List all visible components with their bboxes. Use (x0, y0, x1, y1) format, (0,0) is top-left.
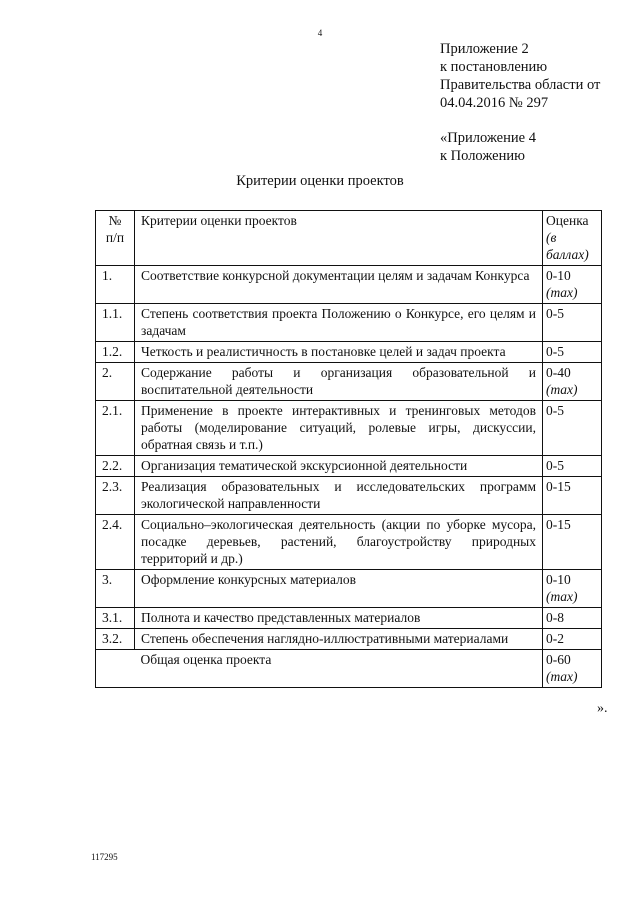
page-number: 4 (317, 28, 323, 38)
score-note: (max) (546, 589, 578, 604)
closing-quote: ». (597, 701, 608, 716)
appendix-line: «Приложение 4 (440, 130, 536, 146)
row-criteria: Применение в проекте интерактивных и тренинговых методов работы (моделирование ситуаций, ролевые игры, дискуссии, обратная связь и т.п.) (135, 401, 543, 456)
row-score (543, 363, 602, 401)
appendix-line: Правительства области от (440, 77, 601, 93)
row-number: 3.2. (96, 629, 135, 650)
header-criteria: Критерии оценки проектов (135, 211, 543, 266)
row-number: 2.2. (96, 456, 135, 477)
table-row (96, 608, 602, 629)
score-range: 0-15 (546, 479, 571, 494)
score-note: (max) (546, 285, 578, 300)
footer-code: 117295 (91, 852, 118, 862)
row-number: 2.3. (96, 477, 135, 515)
score-note: (max) (546, 382, 578, 397)
score-range: 0-40 (546, 365, 571, 380)
row-score (543, 456, 602, 477)
row-number: 1.2. (96, 342, 135, 363)
appendix-line: Приложение 2 (440, 41, 529, 57)
score-range: 0-8 (546, 610, 564, 625)
row-number: 1.1. (96, 304, 135, 342)
table-row (96, 456, 602, 477)
score-range: 0-5 (546, 344, 564, 359)
row-score (543, 342, 602, 363)
row-score (543, 608, 602, 629)
score-range: 0-10 (546, 268, 571, 283)
row-number: 2.4. (96, 515, 135, 570)
header-score-unit: (в баллах) (546, 230, 589, 262)
row-number: 2. (96, 363, 135, 401)
appendix-line: к Положению (440, 148, 525, 164)
score-range: 0-2 (546, 631, 564, 646)
table-row (96, 304, 602, 342)
header-score (543, 211, 602, 266)
total-number (96, 650, 135, 688)
row-number: 2.1. (96, 401, 135, 456)
row-criteria: Организация тематической экскурсионной деятельности (135, 456, 543, 477)
row-number: 3.1. (96, 608, 135, 629)
row-criteria: Полнота и качество представленных материалов (135, 608, 543, 629)
table-row (96, 629, 602, 650)
row-criteria: Оформление конкурсных материалов (135, 570, 543, 608)
row-score (543, 629, 602, 650)
row-criteria: Содержание работы и организация образовательной и воспитательной деятельности (135, 363, 543, 401)
row-score (543, 515, 602, 570)
row-criteria: Степень соответствия проекта Положению о Конкурсе, его целям и задачам (135, 304, 543, 342)
criteria-table (95, 210, 602, 688)
row-criteria: Степень обеспечения наглядно-иллюстративными материалами (135, 629, 543, 650)
total-score-note: (max) (546, 669, 578, 684)
table-row (96, 477, 602, 515)
appendix-block (440, 40, 635, 165)
row-score (543, 266, 602, 304)
total-score-range: 0-60 (546, 652, 571, 667)
row-score (543, 477, 602, 515)
table-total-row (96, 650, 602, 688)
row-score (543, 401, 602, 456)
row-criteria: Соответствие конкурсной документации целям и задачам Конкурса (135, 266, 543, 304)
score-range: 0-5 (546, 306, 564, 321)
score-range: 0-5 (546, 458, 564, 473)
header-score-label: Оценка (546, 213, 589, 228)
table-row (96, 266, 602, 304)
table-row (96, 342, 602, 363)
score-range: 0-15 (546, 517, 571, 532)
table-row (96, 515, 602, 570)
header-num: № п/п (96, 211, 135, 266)
score-range: 0-10 (546, 572, 571, 587)
row-number: 1. (96, 266, 135, 304)
row-number: 3. (96, 570, 135, 608)
table-row (96, 401, 602, 456)
score-range: 0-5 (546, 403, 564, 418)
table-row (96, 363, 602, 401)
row-criteria: Реализация образовательных и исследовательских программ экологической направленности (135, 477, 543, 515)
total-score (543, 650, 602, 688)
document-title: Критерии оценки проектов (236, 173, 404, 189)
appendix-line: 04.04.2016 № 297 (440, 95, 549, 111)
table-row (96, 570, 602, 608)
row-criteria: Социально–экологическая деятельность (акции по уборке мусора, посадке деревьев, растений, благоустройству природных территорий и др.) (135, 515, 543, 570)
row-score (543, 570, 602, 608)
table-header-row (96, 211, 602, 266)
total-label: Общая оценка проекта (135, 650, 543, 688)
appendix-line: к постановлению (440, 59, 548, 75)
row-criteria: Четкость и реалистичность в постановке целей и задач проекта (135, 342, 543, 363)
row-score (543, 304, 602, 342)
